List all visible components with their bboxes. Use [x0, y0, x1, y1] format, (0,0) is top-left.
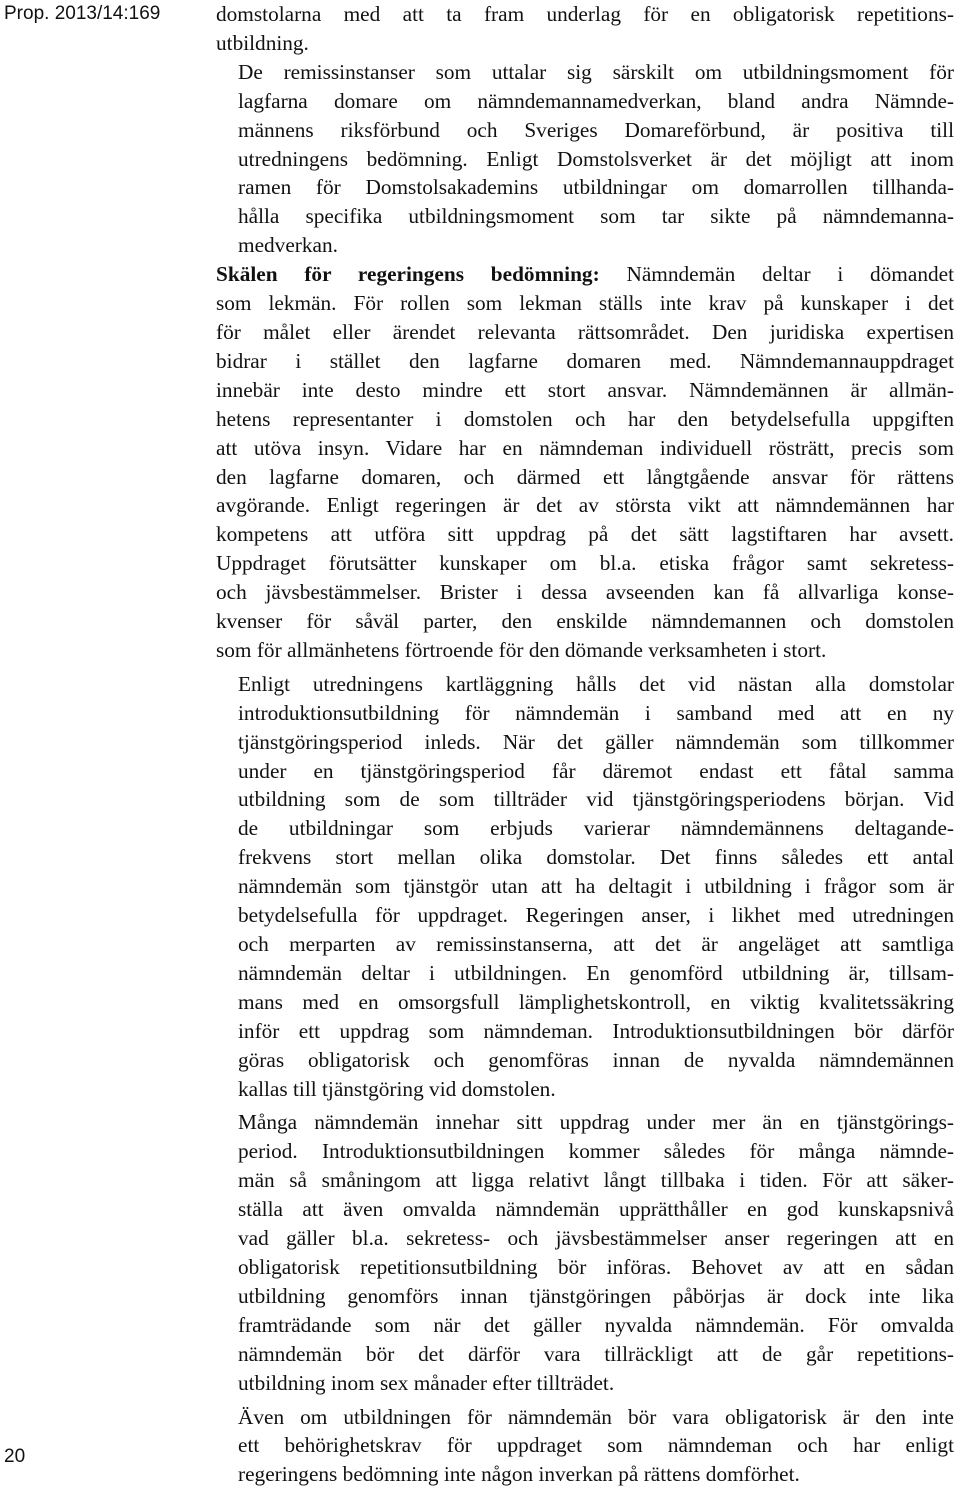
- text-line: under en tjänstgöringsperiod får däremot endast ett fåtal samma: [216, 757, 954, 786]
- text-line: utbildning.: [216, 29, 954, 58]
- text-line: för målet eller ärendet relevanta rättsområdet. Den juridiska expertisen: [216, 318, 954, 347]
- text-line: ramen för Domstolsakademins utbildningar om domarrollen tillhanda-: [216, 173, 954, 202]
- text-line: [216, 260, 954, 289]
- paragraph-4: [216, 670, 954, 1104]
- text-line: vad gäller bl.a. sekretess- och jävsbestämmelser anser regeringen att en: [216, 1224, 954, 1253]
- text-line: betydelsefulla för uppdraget. Regeringen anser, i likhet med utredningen: [216, 901, 954, 930]
- paragraph-2: [216, 58, 954, 260]
- text-line: utbildning inom sex månader efter tillträdet.: [216, 1369, 954, 1398]
- text-line: domstolarna med att ta fram underlag för en obligatorisk repetitions-: [216, 0, 954, 29]
- text-line: hålla specifika utbildningsmoment som tar sikte på nämndemanna-: [216, 202, 954, 231]
- proposition-reference: Prop. 2013/14:169: [4, 0, 160, 28]
- page-number: 20: [4, 1443, 25, 1471]
- text-line: introduktionsutbildning för nämndemän i samband med att en ny: [216, 699, 954, 728]
- text-line: som för allmänhetens förtroende för den dömande verksamheten i stort.: [216, 636, 954, 665]
- text-line: period. Introduktionsutbildningen kommer således för många nämnde-: [216, 1137, 954, 1166]
- text-line: inför ett uppdrag som nämndeman. Introduktionsutbildningen bör därför: [216, 1017, 954, 1046]
- body-text: [216, 0, 954, 1489]
- text-line: Även om utbildningen för nämndemän bör vara obligatorisk är den inte: [216, 1403, 954, 1432]
- text-line: Många nämndemän innehar sitt uppdrag under mer än en tjänstgörings-: [216, 1108, 954, 1137]
- paragraph-6: [216, 1403, 954, 1489]
- text-line: innebär inte desto mindre ett stort ansvar. Nämndemännen är allmän-: [216, 376, 954, 405]
- text-line: bidrar i stället den lagfarne domaren med. Nämndemannauppdraget: [216, 347, 954, 376]
- text-line: nämndemän som tjänstgör utan att ha deltagit i utbildning i frågor som är: [216, 872, 954, 901]
- text-line: kompetens att utföra sitt uppdrag på det sätt lagstiftaren har avsett.: [216, 520, 954, 549]
- paragraph-3: [216, 260, 954, 665]
- text-line: nämndemän bör det därför vara tillräckligt att de går repetitions-: [216, 1340, 954, 1369]
- text-line: de utbildningar som erbjuds varierar nämndemännens deltagande-: [216, 814, 954, 843]
- text-line: Uppdraget förutsätter kunskaper om bl.a. etiska frågor samt sekretess-: [216, 549, 954, 578]
- text-line: att utöva insyn. Vidare har en nämndeman individuell rösträtt, precis som: [216, 434, 954, 463]
- text-line: regeringens bedömning inte någon inverkan på rättens domförhet.: [216, 1460, 954, 1489]
- text-line: männens riksförbund och Sveriges Domareförbund, är positiva till: [216, 116, 954, 145]
- text-line: hetens representanter i domstolen och har den betydelsefulla uppgiften: [216, 405, 954, 434]
- text-line: och merparten av remissinstanserna, att det är angeläget att samtliga: [216, 930, 954, 959]
- text-line: lagfarna domare om nämndemannamedverkan, bland andra Nämnde-: [216, 87, 954, 116]
- text-line: frekvens stort mellan olika domstolar. Det finns således ett antal: [216, 843, 954, 872]
- section-heading: Skälen för regeringens bedömning:: [216, 262, 600, 286]
- text-line: avgörande. Enligt regeringen är det av största vikt att nämndemännen har: [216, 491, 954, 520]
- text-line: män så småningom att ligga relativt långt tillbaka i tiden. För att säker-: [216, 1166, 954, 1195]
- text-line: nämndemän deltar i utbildningen. En genomförd utbildning är, tillsam-: [216, 959, 954, 988]
- text-line: tjänstgöringsperiod inleds. När det gäller nämndemän som tillkommer: [216, 728, 954, 757]
- page-margin: [0, 0, 200, 1471]
- paragraph-1: [216, 0, 954, 58]
- text-line: Enligt utredningens kartläggning hålls det vid nästan alla domstolar: [216, 670, 954, 699]
- text-line: utbildning som de som tillträder vid tjänstgöringsperiodens början. Vid: [216, 785, 954, 814]
- text-line: kallas till tjänstgöring vid domstolen.: [216, 1075, 954, 1104]
- text-line: framträdande som när det gäller nyvalda nämndemän. För omvalda: [216, 1311, 954, 1340]
- text-line: som lekmän. För rollen som lekman ställs inte krav på kunskaper i det: [216, 289, 954, 318]
- text-line: mans med en omsorgsfull lämplighetskontroll, en viktig kvalitetssäkring: [216, 988, 954, 1017]
- text-line: ställa att även omvalda nämndemän upprätthåller en god kunskapsnivå: [216, 1195, 954, 1224]
- paragraph-5: [216, 1108, 954, 1397]
- text-line: göras obligatorisk och genomföras innan de nyvalda nämndemännen: [216, 1046, 954, 1075]
- text-line: och jävsbestämmelser. Brister i dessa avseenden kan få allvarliga konse-: [216, 578, 954, 607]
- text-line: De remissinstanser som uttalar sig särskilt om utbildningsmoment för: [216, 58, 954, 87]
- text-line: ett behörighetskrav för uppdraget som nämndeman och har enligt: [216, 1431, 954, 1460]
- text-line: utbildning genomförs innan tjänstgöringen påbörjas är dock inte lika: [216, 1282, 954, 1311]
- text-line: medverkan.: [216, 231, 954, 260]
- text-line: utredningens bedömning. Enligt Domstolsverket är det möjligt att inom: [216, 145, 954, 174]
- text-line: obligatorisk repetitionsutbildning bör införas. Behovet av att en sådan: [216, 1253, 954, 1282]
- heading-line-rest: Nämndemän deltar i dömandet: [626, 262, 954, 286]
- text-line: den lagfarne domaren, och därmed ett långtgående ansvar för rättens: [216, 463, 954, 492]
- text-line: kvenser för såväl parter, den enskilde nämndemannen och domstolen: [216, 607, 954, 636]
